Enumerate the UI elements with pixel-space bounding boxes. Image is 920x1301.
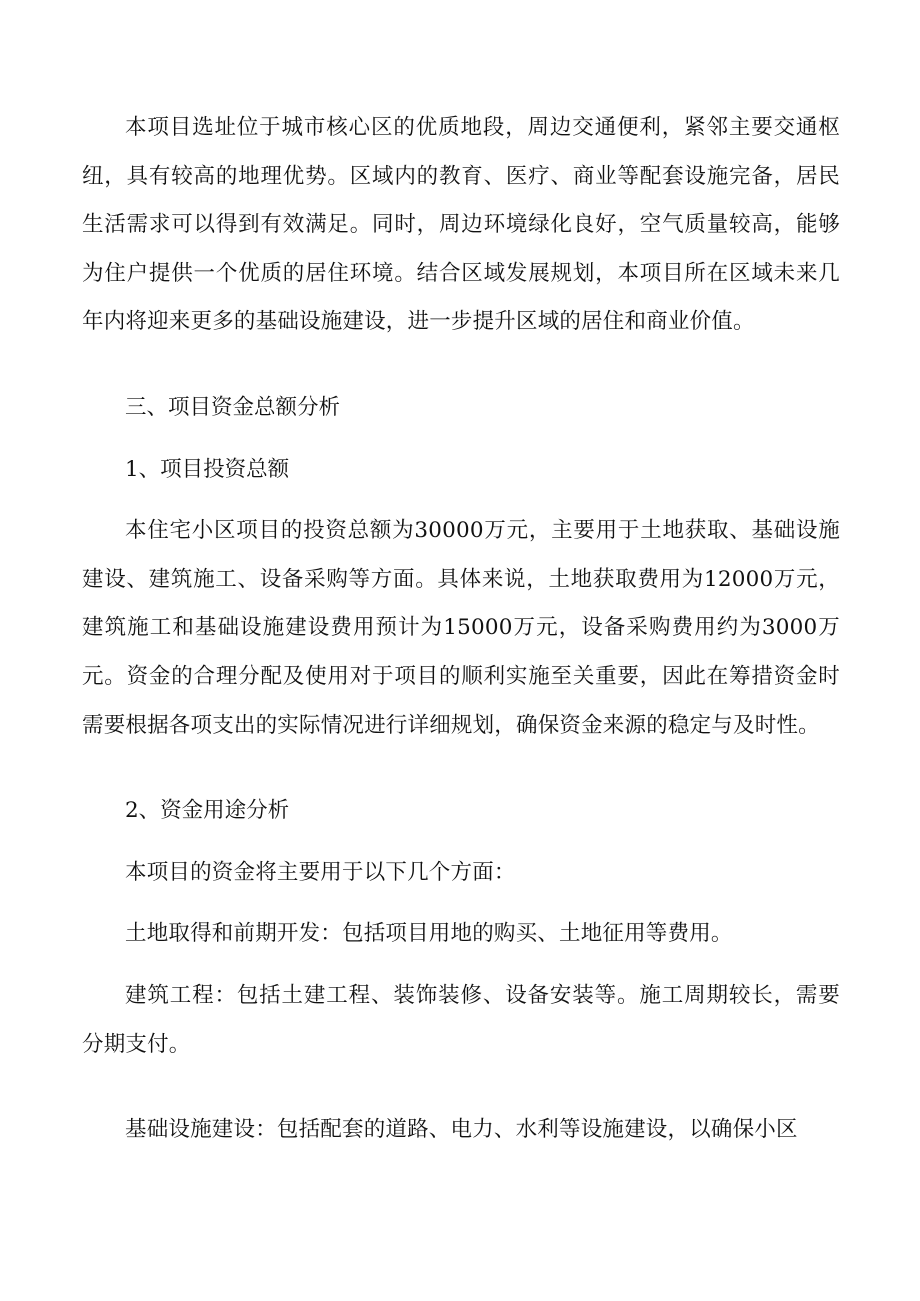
- subsection-title-fund-usage: 2、资金用途分析: [125, 798, 290, 824]
- spacer: [82, 836, 840, 849]
- list-item-land: 土地取得和前期开发：包括项目用地的购买、土地征用等费用。: [125, 921, 733, 947]
- spacer: [82, 750, 840, 787]
- fund-usage-intro: 本项目的资金将主要用于以下几个方面：: [125, 859, 516, 885]
- spacer: [82, 347, 840, 384]
- document-page: [82, 104, 840, 1155]
- spacer: [82, 433, 840, 446]
- subsection-title-investment: 1、项目投资总额: [125, 456, 290, 482]
- intro-paragraph: 本项目选址位于城市核心区的优质地段，周边交通便利，紧邻主要交通枢纽，具有较高的地理优势。区域内的教育、医疗、商业等配套设施完备，居民生活需求可以得到有效满足。同时，周边环境绿化良好，空气质量较高，能够为住户提供一个优质的居住环境。结合区域发展规划，本项目所在区域未来几年内将迎来更多的基础设施建设，进一步提升区域的居住和商业价值。: [82, 115, 840, 335]
- spacer: [82, 1069, 840, 1106]
- list-item-infrastructure: 基础设施建设：包括配套的道路、电力、水利等设施建设，以确保小区: [125, 1117, 798, 1143]
- spacer: [82, 959, 840, 972]
- spacer: [82, 494, 840, 507]
- spacer: [82, 897, 840, 910]
- section-title: 三、项目资金总额分析: [125, 394, 341, 420]
- list-item-construction: 建筑工程：包括土建工程、装饰装修、设备安装等。施工周期较长，需要分期支付。: [82, 982, 840, 1057]
- investment-paragraph: 本住宅小区项目的投资总额为30000万元，主要用于土地获取、基础设施建设、建筑施工、设备采购等方面。具体来说，土地获取费用为12000万元，建筑施工和基础设施建设费用预计为15000万元，设备采购费用约为3000万元。资金的合理分配及使用对于项目的顺利实施至关重要，因此在筹措资金时需要根据各项支出的实际情况进行详细规划，确保资金来源的稳定与及时性。: [82, 518, 840, 738]
